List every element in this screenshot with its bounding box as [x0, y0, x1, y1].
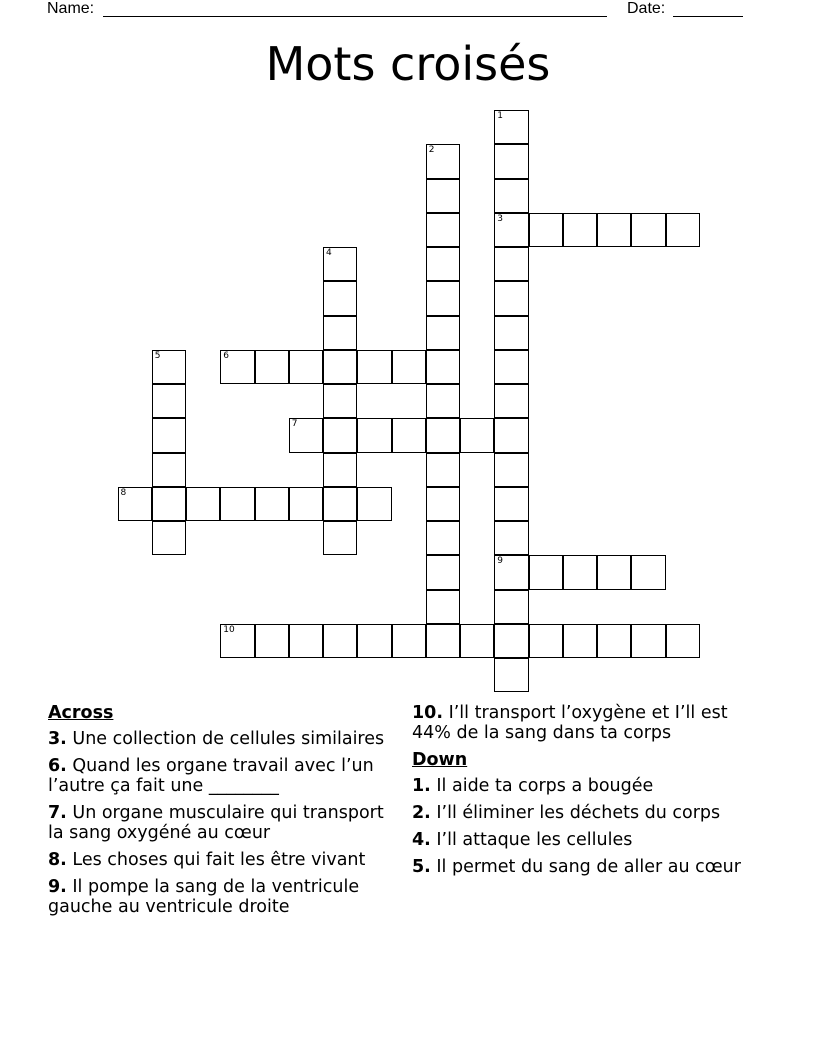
grid-cell[interactable] — [152, 487, 186, 521]
grid-cell[interactable] — [494, 316, 528, 350]
clue-number: 9. — [48, 877, 67, 897]
grid-cell[interactable] — [597, 555, 631, 589]
grid-cell[interactable] — [357, 418, 391, 452]
grid-cell[interactable] — [323, 247, 357, 281]
clue-text: I’ll attaque les cellules — [430, 830, 633, 850]
down-heading: Down — [412, 750, 468, 770]
grid-cell[interactable] — [494, 281, 528, 315]
cell-number: 8 — [120, 487, 127, 498]
clue-number: 5. — [412, 857, 431, 877]
name-label: Name: — [47, 0, 95, 17]
grid-cell[interactable] — [494, 521, 528, 555]
grid-cell[interactable] — [494, 453, 528, 487]
grid-cell[interactable] — [494, 179, 528, 213]
grid-cell[interactable] — [289, 487, 323, 521]
down-clue-list — [412, 776, 762, 877]
cell-number: 1 — [497, 111, 503, 121]
grid-cell[interactable] — [597, 213, 631, 247]
across-clue — [48, 877, 393, 917]
down-clue — [412, 803, 762, 823]
grid-cell[interactable] — [118, 487, 152, 521]
grid-cell[interactable] — [529, 624, 563, 658]
grid-cell[interactable] — [392, 418, 426, 452]
across-clue — [412, 703, 762, 743]
grid-cell[interactable] — [289, 418, 323, 452]
clue-number: 8. — [48, 850, 67, 870]
cell-number: 5 — [154, 350, 161, 361]
clue-text: Un organe musculaire qui transport la sang oxygéné au cœur — [48, 803, 384, 843]
grid-cell[interactable] — [152, 384, 186, 418]
grid-cell[interactable] — [357, 350, 391, 384]
grid-cell[interactable] — [426, 555, 460, 589]
grid-cell[interactable] — [392, 624, 426, 658]
grid-cell[interactable] — [426, 281, 460, 315]
clues-column-right — [412, 703, 762, 884]
grid-cell[interactable] — [563, 213, 597, 247]
grid-cell[interactable] — [563, 555, 597, 589]
clue-text: Il pompe la sang de la ventricule gauche au ventricule droite — [48, 877, 360, 917]
grid-cell[interactable] — [255, 350, 289, 384]
across-clue — [48, 729, 393, 749]
grid-cell[interactable] — [597, 624, 631, 658]
grid-cell[interactable] — [152, 418, 186, 452]
grid-cell[interactable] — [494, 110, 528, 144]
grid-cell[interactable] — [152, 350, 186, 384]
across-clue-list — [48, 729, 393, 917]
grid-cell[interactable] — [494, 350, 528, 384]
clue-text: Il aide ta corps a bougée — [430, 776, 654, 796]
grid-cell[interactable] — [426, 384, 460, 418]
grid-cell[interactable] — [323, 624, 357, 658]
date-label: Date: — [627, 0, 666, 17]
cell-number: 6 — [223, 350, 229, 361]
grid-cell[interactable] — [426, 487, 460, 521]
grid-cell[interactable] — [323, 453, 357, 487]
grid-cell[interactable] — [460, 418, 494, 452]
grid-cell[interactable] — [494, 590, 528, 624]
clue-text: I’ll éliminer les déchets du corps — [430, 803, 721, 823]
clue-number: 10. — [412, 703, 444, 723]
grid-cell[interactable] — [631, 624, 665, 658]
grid-cell[interactable] — [255, 624, 289, 658]
grid-cell[interactable] — [494, 487, 528, 521]
clue-number: 6. — [48, 756, 67, 776]
clue-text: Il permet du sang de aller au cœur — [430, 857, 741, 877]
grid-cell[interactable] — [563, 624, 597, 658]
grid-cell[interactable] — [494, 624, 528, 658]
grid-cell[interactable] — [426, 213, 460, 247]
clues-column-left — [48, 703, 393, 924]
grid-cell[interactable] — [631, 213, 665, 247]
grid-cell[interactable] — [323, 281, 357, 315]
grid-cell[interactable] — [666, 624, 700, 658]
clue-text: I’ll transport l’oxygène et I’ll est 44% de la sang dans ta corps — [412, 703, 728, 743]
grid-cell[interactable] — [426, 350, 460, 384]
grid-cell[interactable] — [323, 418, 357, 452]
cell-number: 2 — [428, 145, 435, 156]
across-clue-list-continued — [412, 703, 762, 743]
grid-cell[interactable] — [323, 350, 357, 384]
grid-cell[interactable] — [494, 144, 528, 178]
across-clue — [48, 803, 393, 843]
clue-text: Les choses qui fait les être vivant — [66, 850, 366, 870]
grid-cell[interactable] — [289, 350, 323, 384]
grid-cell[interactable] — [357, 487, 391, 521]
grid-cell[interactable] — [631, 555, 665, 589]
grid-cell[interactable] — [152, 521, 186, 555]
grid-cell[interactable] — [357, 624, 391, 658]
grid-cell[interactable] — [494, 658, 528, 692]
grid-cell[interactable] — [494, 555, 528, 589]
across-clue — [48, 850, 393, 870]
clue-number: 3. — [48, 729, 67, 749]
clue-number: 4. — [412, 830, 431, 850]
grid-cell[interactable] — [186, 487, 220, 521]
grid-cell[interactable] — [392, 350, 426, 384]
across-clue — [48, 756, 393, 796]
grid-cell[interactable] — [323, 384, 357, 418]
grid-cell[interactable] — [255, 487, 289, 521]
grid-cell[interactable] — [426, 316, 460, 350]
grid-cell[interactable] — [426, 247, 460, 281]
grid-cell[interactable] — [529, 213, 563, 247]
clue-number: 1. — [412, 776, 431, 796]
grid-cell[interactable] — [426, 521, 460, 555]
grid-cell[interactable] — [460, 624, 494, 658]
grid-cell[interactable] — [494, 384, 528, 418]
grid-cell[interactable] — [152, 453, 186, 487]
clue-text: Quand les organe travail avec l’un l’autre ça fait une ________ — [48, 756, 374, 796]
grid-cell[interactable] — [426, 590, 460, 624]
page-title: Mots croisés — [265, 37, 551, 91]
grid-cell[interactable] — [220, 350, 254, 384]
grid-cell[interactable] — [494, 247, 528, 281]
grid-cell[interactable] — [426, 179, 460, 213]
grid-cell[interactable] — [220, 487, 254, 521]
down-clue — [412, 776, 762, 796]
grid-cell[interactable] — [323, 487, 357, 521]
cell-number: 9 — [497, 556, 503, 567]
grid-cell[interactable] — [323, 316, 357, 350]
cell-number: 4 — [326, 248, 332, 258]
cell-number: 7 — [291, 419, 298, 430]
cell-number: 3 — [497, 213, 503, 224]
across-heading: Across — [48, 703, 114, 723]
grid-cell[interactable] — [220, 624, 254, 658]
clue-number: 2. — [412, 803, 431, 823]
down-clue — [412, 857, 762, 877]
grid-cell[interactable] — [494, 213, 528, 247]
grid-cell[interactable] — [289, 624, 323, 658]
clue-text: Une collection de cellules similaires — [66, 729, 385, 749]
grid-cell[interactable] — [323, 521, 357, 555]
grid-cell[interactable] — [529, 555, 563, 589]
grid-cell[interactable] — [494, 418, 528, 452]
cell-number: 10 — [223, 624, 235, 635]
down-clue — [412, 830, 762, 850]
grid-cell[interactable] — [426, 624, 460, 658]
grid-cell[interactable] — [426, 453, 460, 487]
grid-cell[interactable] — [426, 144, 460, 178]
grid-cell[interactable] — [666, 213, 700, 247]
clue-number: 7. — [48, 803, 67, 823]
grid-cell[interactable] — [426, 418, 460, 452]
